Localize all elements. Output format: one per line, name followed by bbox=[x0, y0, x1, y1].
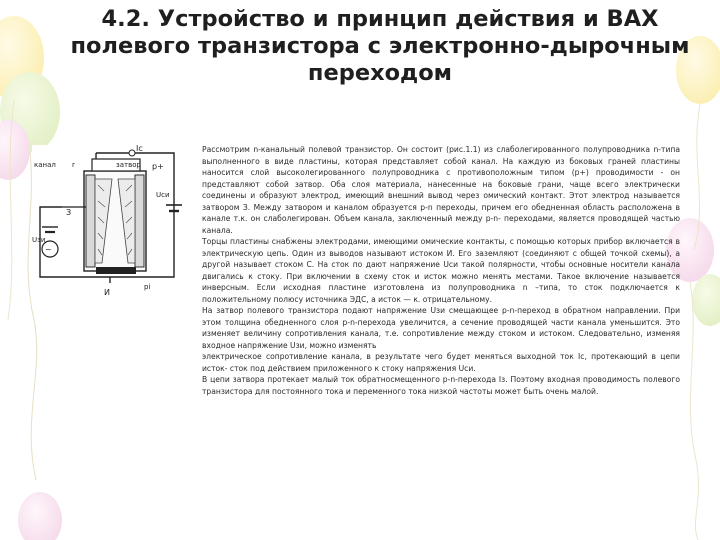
title-line-3: переходом bbox=[307, 60, 453, 86]
label-gate-z: З bbox=[66, 208, 72, 217]
title-line-2: полевого транзистора с электронно-дырочным bbox=[70, 33, 690, 59]
label-source-i: И bbox=[104, 288, 110, 297]
paragraph: В цепи затвора протекает малый ток обратносмещенного p-n-перехода Iз. Поэтому входная проводимость полевого транзистора для постоянного тока и переменного тока низкой частоты может быть очень малой. bbox=[202, 375, 680, 396]
paragraph: электрическое сопротивление канала, в результате чего будет меняться выходной ток Ic, протекающий в цепи исток- сток под действием приложенного к стоку напряжения Uси. bbox=[202, 352, 680, 373]
ammeter-icon bbox=[129, 150, 135, 156]
balloon-green-right bbox=[692, 274, 720, 326]
balloon-string-right-2 bbox=[690, 282, 699, 540]
label-ic: Ic bbox=[136, 145, 143, 153]
source-electrode bbox=[96, 267, 136, 274]
label-kanal: канал bbox=[34, 161, 56, 169]
body-text bbox=[202, 144, 680, 397]
slide-title bbox=[40, 6, 720, 87]
label-p-plus: p+ bbox=[152, 162, 164, 171]
label-u-zi: Uзи bbox=[32, 236, 46, 244]
paragraph: На затвор полевого транзистора подают напряжение Uзи смещающее p-n-переход в обратном направлении. При этом толщина обедненного слоя p-n-перехода увеличится, а сечение проводящей части канала уменьшится. Это изменяет величину сопротивления канала, т.е. сопротивление между стоком и истоком. Следовательно, изменяя входное напряжение Uзи, можно изменять bbox=[202, 306, 680, 350]
gate-source-sign: ~ bbox=[45, 245, 52, 254]
balloon-pink-bottom bbox=[18, 492, 62, 540]
label-u-si: Uси bbox=[156, 191, 170, 199]
label-r: r bbox=[72, 161, 75, 169]
label-pi: рi bbox=[144, 283, 151, 291]
label-zatvor: затвор bbox=[116, 161, 141, 169]
gate-region-right bbox=[135, 175, 144, 267]
jfet-structure-figure bbox=[32, 145, 188, 298]
gate-region-left bbox=[86, 175, 95, 267]
paragraph: Рассмотрим n-канальный полевой транзистор. Он состоит (рис.1.1) из слаболегированного полупроводника n-типа выполненного в виде пластины, которая представляет собой канал. На каждую из боковых граней пластины наносится слой высоколегированного полупроводника с противоположным типом (p+) проводимости - он представляют собой затвор. Оба слоя материала, нанесенные на боковые грани, чаще всего электрически соединены и образуют электрод, имеющий внешний вывод через омический контакт. Этот электрод называется затвором З. Между затвором и каналом образуется p-n переходы, причем его обедненная область расположена в канале т.к. он слаболегирован. Объем канала, заключенный между p-n- переходами, является проводящей частью канала. bbox=[202, 145, 680, 235]
title-line-1: 4.2. Устройство и принцип действия и ВАХ bbox=[101, 6, 659, 32]
paragraph: Торцы пластины снабжены электродами, имеющими омические контакты, с помощью которых прибор включается в электрическую цепь. Один из выводов называют истоком И. Его заземляют (соединяют с общей точкой схемы), а другой называет стоком С. На сток по дают напряжение Uси такой полярности, чтобы основные носители канала двигались к стоку. При включении в схему сток и исток можно менять местами. Такое включение называется инверсным. Если исходная пластине изготовлена из полупроводника n –типа, то сток подключается к положительному полюсу источника ЭДС, а исток — к. отрицательному. bbox=[202, 237, 680, 304]
